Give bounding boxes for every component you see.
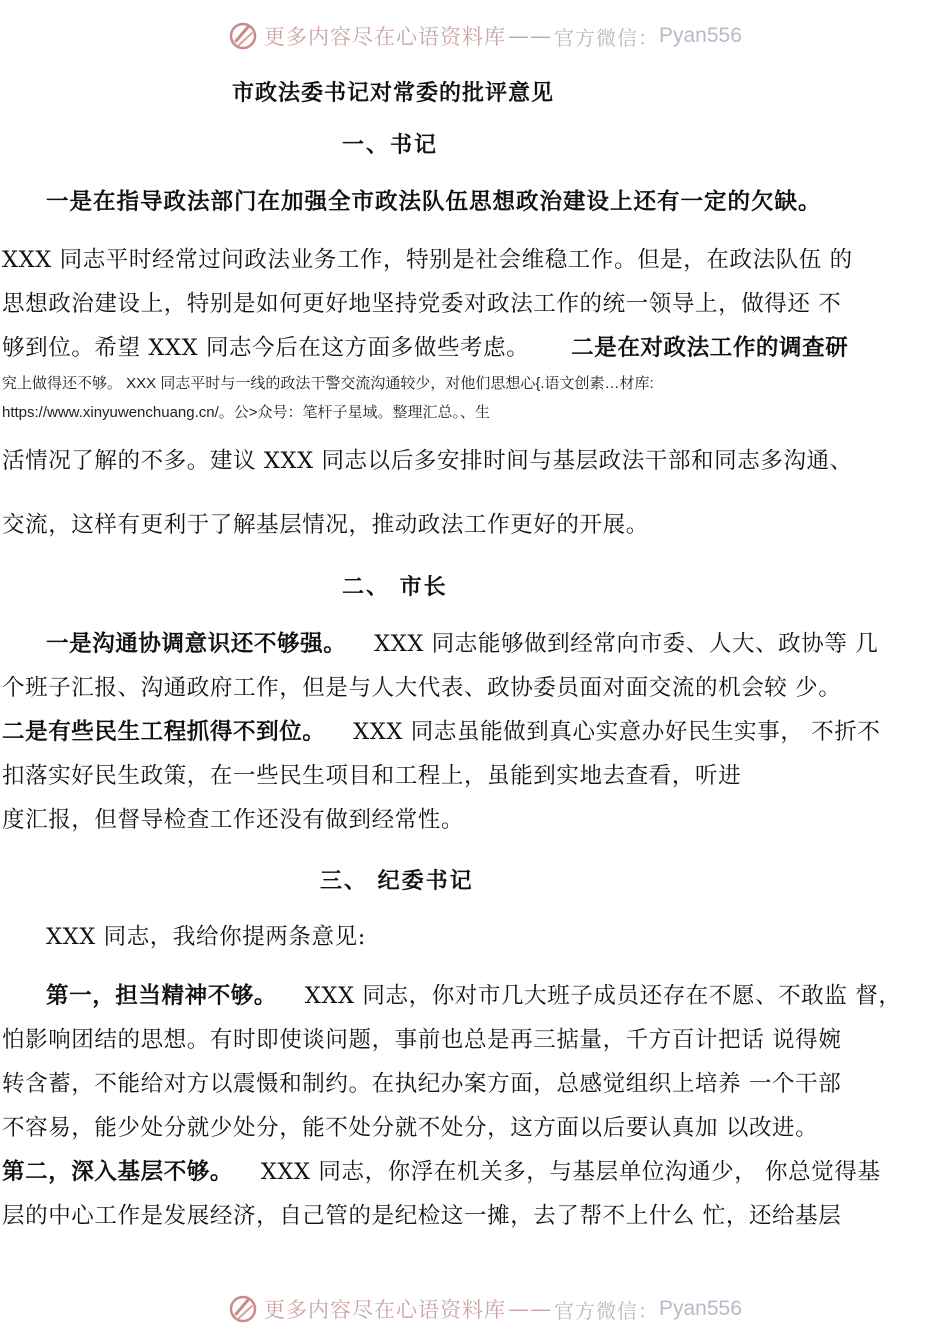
p1-line-4-text: 够到位。希望 XXX 同志今后在这方面多做些考虑。 bbox=[2, 335, 530, 361]
p2-line-1-text: XXX 同志能够做到经常向市委、人大、政协等 几 bbox=[374, 631, 879, 657]
p1-line-3: 思想政治建设上，特别是如何更好地坚持党委对政法工作的统一领导上，做得还 不 bbox=[2, 291, 842, 317]
logo-icon bbox=[228, 1294, 258, 1324]
p1-small-line-2: https://www.xinyuwenchuang.cn/。公>众号：笔杆子星域。整理汇总。、生 bbox=[2, 404, 491, 421]
p2-line-4: 扣落实好民生政策，在一些民生项目和工程上，虽能到实地去查看，听进 bbox=[2, 763, 742, 789]
p1-line-4-bold: 二是在对政法工作的调查研 bbox=[571, 335, 849, 361]
page-title: 市政法委书记对常委的批评意见 bbox=[232, 80, 555, 106]
p2-line-5: 度汇报，但督导检查工作还没有做到经常性。 bbox=[2, 807, 465, 833]
watermark-sep: —— bbox=[508, 1297, 552, 1321]
watermark-bottom bbox=[228, 1292, 742, 1326]
p3-line-5 bbox=[2, 1154, 881, 1186]
p3-line-1-bold: 第一，担当精神不够。 bbox=[46, 983, 278, 1009]
p3-line-5-text: XXX 同志，你浮在机关多，与基层单位沟通少， 你总觉得基 bbox=[260, 1159, 881, 1185]
p2-line-3-bold: 二是有些民生工程抓得不到位。 bbox=[2, 719, 326, 745]
p1-line-2: XXX 同志平时经常过问政法业务工作，特别是社会维稳工作。但是，在政法队伍 的 bbox=[2, 247, 853, 273]
p3-line-2: 怕影响团结的思想。有时即使谈问题，事前也总是再三掂量，千方百计把话 说得婉 bbox=[2, 1027, 842, 1053]
p3-line-6: 层的中心工作是发展经济，自己管的是纪检这一摊，去了帮不上什么 忙，还给基层 bbox=[2, 1203, 842, 1229]
p3-line-3: 转含蓄，不能给对方以震慑和制约。在执纪办案方面，总感觉组织上培养 一个干部 bbox=[2, 1071, 842, 1097]
watermark-sep: —— bbox=[508, 24, 552, 48]
p2-line-3-text: XXX 同志虽能做到真心实意办好民生实事， 不折不 bbox=[353, 719, 881, 745]
p1-line-5: 活情况了解的不多。建议 XXX 同志以后多安排时间与基层政法干部和同志多沟通、 bbox=[2, 448, 853, 474]
p2-line-1 bbox=[46, 626, 878, 658]
watermark-main: 更多内容尽在心语资料库 bbox=[264, 1298, 506, 1322]
watermark-id: Pyan556 bbox=[659, 1297, 742, 1320]
p3-line-1-text: XXX 同志，你对市几大班子成员还存在不愿、不敢监 督， bbox=[304, 983, 902, 1009]
watermark-id: Pyan556 bbox=[659, 24, 742, 47]
logo-icon bbox=[228, 21, 258, 51]
p1-line-1: 一是在指导政法部门在加强全市政法队伍思想政治建设上还有一定的欠缺。 bbox=[46, 189, 822, 215]
p2-line-3 bbox=[2, 714, 881, 746]
p1-line-6: 交流，这样有更利于了解基层情况，推动政法工作更好的开展。 bbox=[2, 512, 649, 538]
p2-line-1-bold: 一是沟通协调意识还不够强。 bbox=[46, 631, 347, 657]
watermark-wechat: 官方微信： bbox=[554, 1298, 659, 1323]
p1-small-line-1: 究上做得还不够。 XXX 同志平时与一线的政法干警交流沟通较少，对他们思想心{.语文创素…材库: bbox=[2, 375, 654, 392]
p3-intro: XXX 同志，我给你提两条意见: bbox=[46, 924, 366, 950]
section-heading-1: 一、书记 bbox=[342, 132, 439, 158]
p3-line-4: 不容易，能少处分就少处分，能不处分就不处分，这方面以后要认真加 以改进。 bbox=[2, 1115, 819, 1141]
p2-line-2: 个班子汇报、沟通政府工作，但是与人大代表、政协委员面对面交流的机会较 少。 bbox=[2, 675, 842, 701]
watermark-wechat: 官方微信： bbox=[554, 25, 659, 50]
section-heading-3: 三、 纪委书记 bbox=[320, 868, 474, 894]
watermark-main: 更多内容尽在心语资料库 bbox=[264, 25, 506, 49]
p3-line-5-bold: 第二，深入基层不够。 bbox=[2, 1159, 234, 1185]
p3-line-1 bbox=[46, 978, 901, 1010]
section-heading-2: 二、 市长 bbox=[342, 574, 448, 600]
watermark-top bbox=[228, 19, 742, 53]
p1-line-4 bbox=[2, 330, 848, 362]
